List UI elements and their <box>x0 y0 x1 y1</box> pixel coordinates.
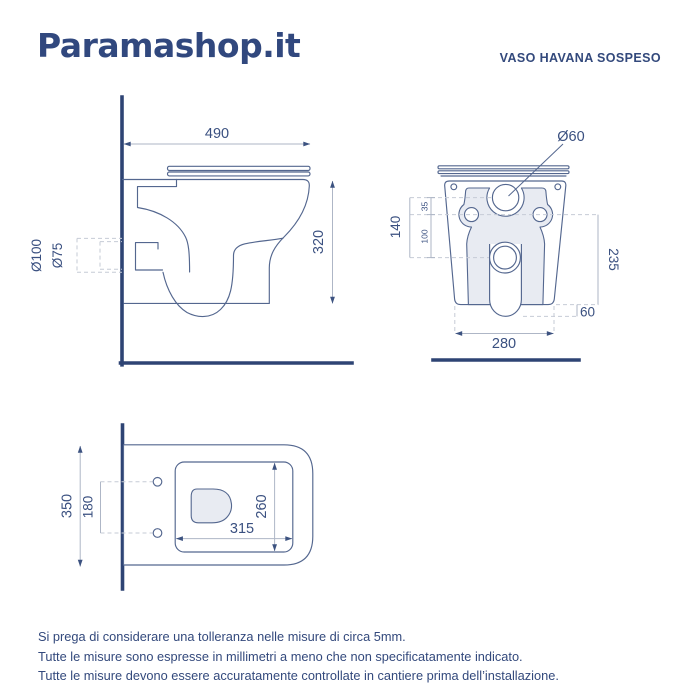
dim-100-label: 100 <box>419 229 430 244</box>
front-drain-outer-circle <box>490 242 521 273</box>
note-line-2: Tutte le misure sono espresse in millimetri a meno che non specificatamente indicato. <box>38 648 523 664</box>
top-hinge-hole-lower <box>153 529 162 538</box>
dim-180-label: 180 <box>80 495 96 519</box>
top-view <box>60 425 313 589</box>
flush-hole-circle <box>492 184 518 210</box>
dim-490-label: 490 <box>204 126 230 142</box>
toilet-body-profile <box>123 180 310 304</box>
dim-140-label: 140 <box>388 215 403 239</box>
product-title: VASO HAVANA SOSPESO <box>499 51 661 65</box>
dim-d100-label: Ø100 <box>29 238 44 273</box>
top-bowl-opening <box>191 489 231 523</box>
left-screw-hole <box>451 184 457 190</box>
dim-320-label: 320 <box>311 229 327 255</box>
dim-d60-label: Ø60 <box>557 129 585 145</box>
dim-35-label: 35 <box>419 201 430 212</box>
bowl-trap-curve <box>163 238 283 316</box>
dim-60-label: 60 <box>579 304 596 320</box>
dim-280-label: 280 <box>491 336 517 352</box>
dim-235-label: 235 <box>606 248 621 271</box>
cistern-step-outline <box>138 180 190 273</box>
seat-ring-profile <box>168 172 311 176</box>
top-hinge-hole-upper <box>153 478 162 487</box>
front-view <box>388 129 621 360</box>
notes <box>38 627 559 686</box>
dim-350-label: 350 <box>59 493 76 519</box>
note-line-1: Si prega di considerare una tolleranza nelle misure di circa 5mm. <box>38 629 406 644</box>
note-line-3: Tutte le misure devono essere accuratamente controllate in cantiere prima dell’installazione. <box>38 668 559 683</box>
dim-d75-label: Ø75 <box>50 242 65 269</box>
dim-260-label: 260 <box>254 494 270 519</box>
front-seat-line-1 <box>438 166 569 169</box>
front-seat-line-2 <box>438 171 569 174</box>
brand-logo: Paramashop.it <box>37 26 301 65</box>
seat-lid-profile <box>168 166 311 170</box>
drain-pipe-outline <box>136 243 163 270</box>
right-screw-hole <box>555 184 561 190</box>
dim-315-label: 315 <box>229 521 255 537</box>
side-view <box>29 97 352 365</box>
